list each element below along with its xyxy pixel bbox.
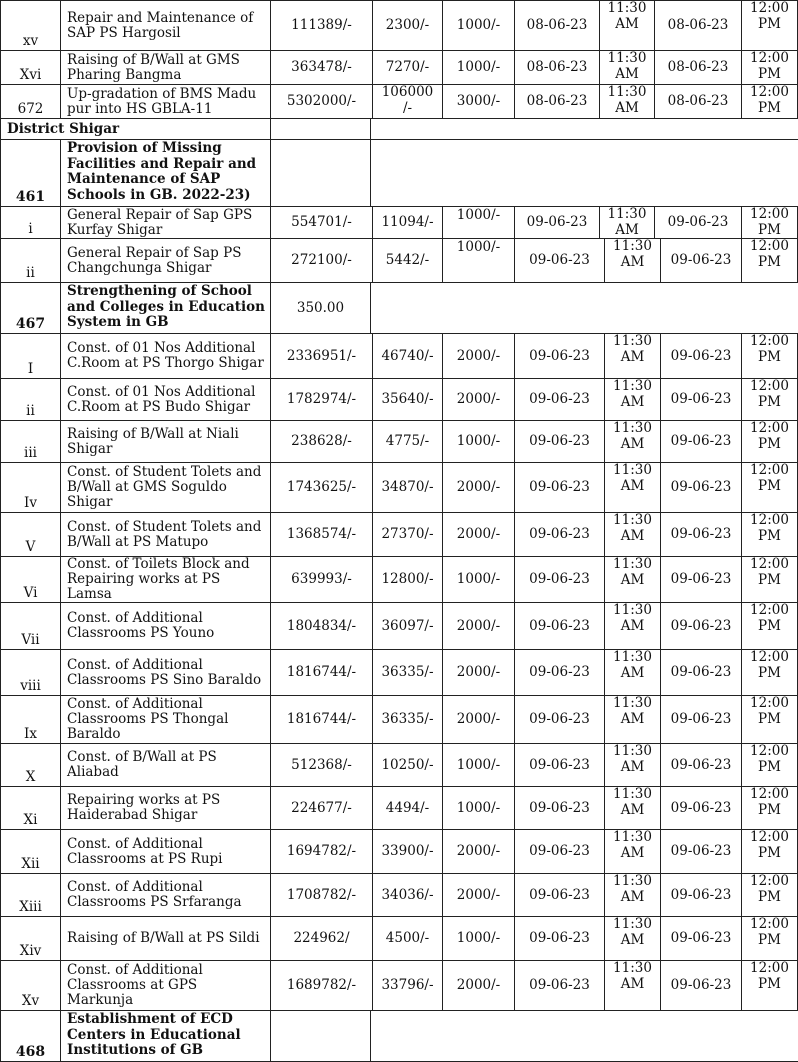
cdr-amount: 4500/- — [372, 916, 443, 961]
closing-date: 09-06-23 — [660, 378, 742, 421]
item-number: Xi — [0, 786, 61, 830]
item-number: V — [0, 512, 61, 557]
opening-time — [604, 786, 661, 830]
closing-date: 08-06-23 — [654, 0, 742, 51]
tender-fee: 1000/- — [442, 206, 515, 239]
item-number: Iv — [0, 462, 61, 513]
tender-fee: 1000/- — [442, 50, 515, 85]
time-part: 12:00 — [750, 695, 789, 711]
work-description: Raising of B/Wall at GMS Pharing Bangma — [60, 50, 271, 85]
cdr-amount — [372, 84, 443, 119]
item-number: Xii — [0, 829, 61, 874]
closing-date: 08-06-23 — [654, 84, 742, 119]
time-part: 12:00 — [750, 0, 789, 16]
opening-time — [604, 829, 661, 874]
time-part: 12:00 — [750, 84, 789, 100]
item-number: xv — [0, 0, 61, 51]
opening-date: 09-06-23 — [514, 695, 605, 744]
closing-time — [741, 695, 798, 744]
opening-time — [604, 512, 661, 557]
time-part: PM — [758, 435, 781, 452]
estimated-cost: 1804834/- — [270, 602, 373, 650]
time-part: /- — [402, 99, 413, 116]
work-description: General Repair of Sap GPS Kurfay Shigar — [60, 206, 271, 239]
opening-date: 08-06-23 — [514, 50, 600, 85]
closing-time — [741, 462, 798, 513]
work-description: Const. of Additional Classrooms PS Youno — [60, 602, 271, 650]
tender-fee: 2000/- — [442, 695, 515, 744]
tender-fee: 1000/- — [442, 238, 515, 283]
work-description: Const. of Additional Classrooms PS Sino Baraldo — [60, 649, 271, 696]
district-header: District Shigar — [0, 118, 271, 140]
closing-time — [741, 786, 798, 830]
empty-cell — [370, 1010, 798, 1062]
closing-time — [741, 238, 798, 283]
empty-cell — [370, 118, 798, 140]
work-description: Const. of Student Tolets and B/Wall at GMS Soguldo Shigar — [60, 462, 271, 513]
closing-date: 09-06-23 — [660, 916, 742, 961]
time-part: 11:30 — [607, 50, 647, 66]
opening-time — [604, 420, 661, 463]
time-part: 11:30 — [613, 602, 652, 618]
time-part: 11:30 — [613, 238, 652, 254]
estimated-cost: 1368574/- — [270, 512, 373, 557]
item-number: Xiii — [0, 873, 61, 917]
work-description: Const. of 01 Nos Additional C.Room at PS Thorgo Shigar — [60, 333, 271, 379]
estimated-cost: 5302000/- — [270, 84, 373, 119]
estimated-cost: 111389/- — [270, 0, 373, 51]
tender-fee: 2000/- — [442, 602, 515, 650]
scheme-amount — [270, 1010, 371, 1062]
time-part: 12:00 — [750, 786, 789, 802]
opening-time — [604, 333, 661, 379]
opening-time — [599, 50, 655, 85]
cdr-amount: 11094/- — [372, 206, 443, 239]
work-description: Raising of B/Wall at Niali Shigar — [60, 420, 271, 463]
estimated-cost: 1708782/- — [270, 873, 373, 917]
item-number: Xv — [0, 960, 61, 1011]
closing-date: 09-06-23 — [660, 829, 742, 874]
cdr-amount: 5442/- — [372, 238, 443, 283]
time-part: 12:00 — [750, 420, 789, 436]
closing-date: 09-06-23 — [660, 873, 742, 917]
cdr-amount: 12800/- — [372, 556, 443, 603]
time-part: 11:30 — [613, 786, 652, 802]
time-part: AM — [620, 664, 645, 681]
closing-time — [741, 602, 798, 650]
time-part: AM — [620, 477, 645, 494]
opening-date: 09-06-23 — [514, 238, 605, 283]
tender-fee: 1000/- — [442, 0, 515, 51]
opening-date: 09-06-23 — [514, 829, 605, 874]
time-part: PM — [758, 801, 781, 818]
work-description: Const. of Additional Classrooms PS Srfaranga — [60, 873, 271, 917]
closing-date: 09-06-23 — [660, 238, 742, 283]
closing-time — [741, 556, 798, 603]
cdr-amount: 2300/- — [372, 0, 443, 51]
time-part: 11:30 — [613, 743, 652, 759]
scheme-title: Establishment of ECD Centers in Educational Institutions of GB — [60, 1010, 271, 1062]
time-part: 12:00 — [750, 960, 789, 976]
opening-time — [604, 873, 661, 917]
item-number: viii — [0, 649, 61, 696]
item-number: X — [0, 743, 61, 787]
time-part: 12:00 — [750, 556, 789, 572]
opening-time — [599, 0, 655, 51]
time-part: PM — [758, 477, 781, 494]
cdr-amount: 34870/- — [372, 462, 443, 513]
opening-time — [604, 602, 661, 650]
opening-time — [599, 84, 655, 119]
cdr-amount: 36335/- — [372, 649, 443, 696]
time-part: 12:00 — [750, 873, 789, 889]
time-part: AM — [620, 710, 645, 727]
time-part: AM — [620, 527, 645, 544]
empty-cell — [270, 118, 371, 140]
opening-date: 09-06-23 — [514, 333, 605, 379]
time-part: 12:00 — [750, 50, 789, 66]
work-description: Const. of B/Wall at PS Aliabad — [60, 743, 271, 787]
closing-date: 09-06-23 — [660, 462, 742, 513]
cdr-amount: 46740/- — [372, 333, 443, 379]
item-number: 672 — [0, 84, 61, 119]
scheme-number: 467 — [0, 282, 61, 334]
work-description: Const. of Additional Classrooms PS Thongal Baraldo — [60, 695, 271, 744]
cdr-amount: 4775/- — [372, 420, 443, 463]
tender-fee: 1000/- — [442, 786, 515, 830]
opening-time — [604, 556, 661, 603]
opening-date: 09-06-23 — [514, 206, 600, 239]
work-description: Const. of 01 Nos Additional C.Room at PS Budo Shigar — [60, 378, 271, 421]
work-description: Up-gradation of BMS Madu pur into HS GBLA-11 — [60, 84, 271, 119]
cdr-amount: 36097/- — [372, 602, 443, 650]
closing-date: 09-06-23 — [654, 206, 742, 239]
time-part: AM — [620, 393, 645, 410]
closing-time — [741, 916, 798, 961]
opening-date: 09-06-23 — [514, 649, 605, 696]
estimated-cost: 1816744/- — [270, 649, 373, 696]
closing-date: 09-06-23 — [660, 649, 742, 696]
closing-date: 09-06-23 — [660, 420, 742, 463]
time-part: PM — [758, 664, 781, 681]
estimated-cost: 1689782/- — [270, 960, 373, 1011]
closing-time — [741, 743, 798, 787]
time-part: PM — [758, 348, 781, 365]
opening-date: 09-06-23 — [514, 602, 605, 650]
closing-time — [741, 0, 798, 51]
scheme-amount — [270, 139, 371, 207]
tender-fee: 2000/- — [442, 378, 515, 421]
estimated-cost: 2336951/- — [270, 333, 373, 379]
opening-date: 09-06-23 — [514, 743, 605, 787]
opening-time — [604, 649, 661, 696]
time-part: AM — [615, 221, 639, 238]
closing-date: 09-06-23 — [660, 695, 742, 744]
scheme-number: 461 — [0, 139, 61, 207]
estimated-cost: 639993/- — [270, 556, 373, 603]
estimated-cost: 238628/- — [270, 420, 373, 463]
item-number: ii — [0, 238, 61, 283]
time-part: PM — [758, 253, 781, 270]
work-description: Repair and Maintenance of SAP PS Hargosil — [60, 0, 271, 51]
time-part: 11:30 — [613, 333, 652, 349]
tender-fee: 2000/- — [442, 649, 515, 696]
time-part: 12:00 — [750, 916, 789, 932]
opening-date: 09-06-23 — [514, 378, 605, 421]
time-part: PM — [758, 710, 781, 727]
time-part: 12:00 — [750, 333, 789, 349]
estimated-cost: 1816744/- — [270, 695, 373, 744]
time-part: 11:30 — [613, 420, 652, 436]
empty-cell — [370, 282, 798, 334]
time-part: 11:30 — [613, 378, 652, 394]
time-part: 11:30 — [613, 960, 652, 976]
estimated-cost: 272100/- — [270, 238, 373, 283]
estimated-cost: 554701/- — [270, 206, 373, 239]
estimated-cost: 1694782/- — [270, 829, 373, 874]
time-part: 12:00 — [750, 378, 789, 394]
tender-fee: 2000/- — [442, 960, 515, 1011]
cdr-amount: 10250/- — [372, 743, 443, 787]
time-part: 11:30 — [607, 0, 647, 16]
opening-date: 09-06-23 — [514, 556, 605, 603]
time-part: AM — [620, 975, 645, 992]
estimated-cost: 1782974/- — [270, 378, 373, 421]
time-part: PM — [758, 393, 781, 410]
cdr-amount: 4494/- — [372, 786, 443, 830]
opening-date: 09-06-23 — [514, 873, 605, 917]
item-number: Xvi — [0, 50, 61, 85]
opening-date: 09-06-23 — [514, 420, 605, 463]
time-part: PM — [758, 527, 781, 544]
time-part: AM — [615, 15, 639, 32]
time-part: AM — [615, 65, 639, 82]
estimated-cost: 224962/ — [270, 916, 373, 961]
time-part: 12:00 — [750, 649, 789, 665]
item-number: Vii — [0, 602, 61, 650]
work-description: General Repair of Sap PS Changchunga Shigar — [60, 238, 271, 283]
closing-date: 09-06-23 — [660, 602, 742, 650]
time-part: PM — [758, 931, 781, 948]
time-part: 11:30 — [613, 829, 652, 845]
closing-time — [741, 206, 798, 239]
time-part: 11:30 — [613, 512, 652, 528]
opening-date: 09-06-23 — [514, 462, 605, 513]
time-part: 12:00 — [750, 829, 789, 845]
time-part: AM — [620, 844, 645, 861]
opening-date: 08-06-23 — [514, 84, 600, 119]
estimated-cost: 1743625/- — [270, 462, 373, 513]
tender-fee: 1000/- — [442, 743, 515, 787]
tender-fee: 1000/- — [442, 420, 515, 463]
time-part: PM — [758, 221, 781, 238]
time-part: 11:30 — [613, 695, 652, 711]
closing-time — [741, 378, 798, 421]
opening-date: 09-06-23 — [514, 786, 605, 830]
work-description: Const. of Toilets Block and Repairing works at PS Lamsa — [60, 556, 271, 603]
scheme-title: Strengthening of School and Colleges in Education System in GB — [60, 282, 271, 334]
cdr-amount: 36335/- — [372, 695, 443, 744]
closing-date: 09-06-23 — [660, 743, 742, 787]
time-part: 12:00 — [750, 743, 789, 759]
work-description: Const. of Additional Classrooms at GPS Markunja — [60, 960, 271, 1011]
opening-date: 09-06-23 — [514, 512, 605, 557]
time-part: AM — [620, 931, 645, 948]
item-number: Ix — [0, 695, 61, 744]
time-part: AM — [620, 348, 645, 365]
cdr-amount: 34036/- — [372, 873, 443, 917]
tender-fee: 1000/- — [442, 916, 515, 961]
time-part: 11:30 — [607, 84, 647, 100]
opening-time — [604, 238, 661, 283]
estimated-cost: 512368/- — [270, 743, 373, 787]
closing-time — [741, 420, 798, 463]
time-part: AM — [615, 99, 639, 116]
time-part: AM — [620, 571, 645, 588]
time-part: AM — [620, 617, 645, 634]
cdr-amount: 35640/- — [372, 378, 443, 421]
time-part: AM — [620, 758, 645, 775]
work-description: Const. of Additional Classrooms at PS Rupi — [60, 829, 271, 874]
time-part: AM — [620, 888, 645, 905]
closing-time — [741, 873, 798, 917]
time-part: PM — [758, 975, 781, 992]
opening-date: 09-06-23 — [514, 960, 605, 1011]
time-part: PM — [758, 844, 781, 861]
closing-time — [741, 960, 798, 1011]
cdr-amount: 33900/- — [372, 829, 443, 874]
time-part: 11:30 — [613, 462, 652, 478]
closing-time — [741, 84, 798, 119]
time-part: 12:00 — [750, 206, 789, 222]
tender-fee: 2000/- — [442, 829, 515, 874]
opening-time — [604, 462, 661, 513]
time-part: 12:00 — [750, 238, 789, 254]
time-part: PM — [758, 99, 781, 116]
closing-date: 08-06-23 — [654, 50, 742, 85]
closing-time — [741, 50, 798, 85]
closing-time — [741, 512, 798, 557]
time-part: AM — [620, 435, 645, 452]
tender-fee: 2000/- — [442, 873, 515, 917]
tender-fee: 2000/- — [442, 512, 515, 557]
work-description: Raising of B/Wall at PS Sildi — [60, 916, 271, 961]
opening-date: 08-06-23 — [514, 0, 600, 51]
closing-date: 09-06-23 — [660, 333, 742, 379]
opening-time — [604, 916, 661, 961]
time-part: AM — [620, 801, 645, 818]
closing-date: 09-06-23 — [660, 960, 742, 1011]
estimated-cost: 363478/- — [270, 50, 373, 85]
closing-time — [741, 649, 798, 696]
time-part: PM — [758, 888, 781, 905]
time-part: 12:00 — [750, 462, 789, 478]
time-part: 106000 — [381, 84, 434, 100]
time-part: 11:30 — [613, 873, 652, 889]
tender-fee: 2000/- — [442, 333, 515, 379]
work-description: Const. of Student Tolets and B/Wall at PS Matupo — [60, 512, 271, 557]
time-part: AM — [620, 253, 645, 270]
time-part: 11:30 — [613, 649, 652, 665]
item-number: ii — [0, 378, 61, 421]
time-part: 11:30 — [613, 916, 652, 932]
closing-time — [741, 333, 798, 379]
cdr-amount: 27370/- — [372, 512, 443, 557]
estimated-cost: 224677/- — [270, 786, 373, 830]
item-number: Vi — [0, 556, 61, 603]
time-part: 12:00 — [750, 512, 789, 528]
closing-date: 09-06-23 — [660, 556, 742, 603]
tender-fee: 2000/- — [442, 462, 515, 513]
opening-time — [604, 695, 661, 744]
time-part: PM — [758, 571, 781, 588]
empty-cell — [370, 139, 798, 207]
time-part: PM — [758, 65, 781, 82]
opening-time — [599, 206, 655, 239]
item-number: i — [0, 206, 61, 239]
tender-fee: 1000/- — [442, 556, 515, 603]
closing-date: 09-06-23 — [660, 512, 742, 557]
time-part: PM — [758, 758, 781, 775]
time-part: PM — [758, 617, 781, 634]
item-number: iii — [0, 420, 61, 463]
time-part: 11:30 — [607, 206, 647, 222]
scheme-title: Provision of Missing Facilities and Repair and Maintenance of SAP Schools in GB. 2022-23) — [60, 139, 271, 207]
work-description: Repairing works at PS Haiderabad Shigar — [60, 786, 271, 830]
time-part: PM — [758, 15, 781, 32]
opening-time — [604, 378, 661, 421]
tender-fee: 3000/- — [442, 84, 515, 119]
closing-date: 09-06-23 — [660, 786, 742, 830]
cdr-amount: 7270/- — [372, 50, 443, 85]
opening-time — [604, 960, 661, 1011]
time-part: 12:00 — [750, 602, 789, 618]
opening-date: 09-06-23 — [514, 916, 605, 961]
item-number: I — [0, 333, 61, 379]
opening-time — [604, 743, 661, 787]
cdr-amount: 33796/- — [372, 960, 443, 1011]
scheme-number: 468 — [0, 1010, 61, 1062]
item-number: Xiv — [0, 916, 61, 961]
closing-time — [741, 829, 798, 874]
scheme-amount: 350.00 — [270, 282, 371, 334]
time-part: 11:30 — [613, 556, 652, 572]
